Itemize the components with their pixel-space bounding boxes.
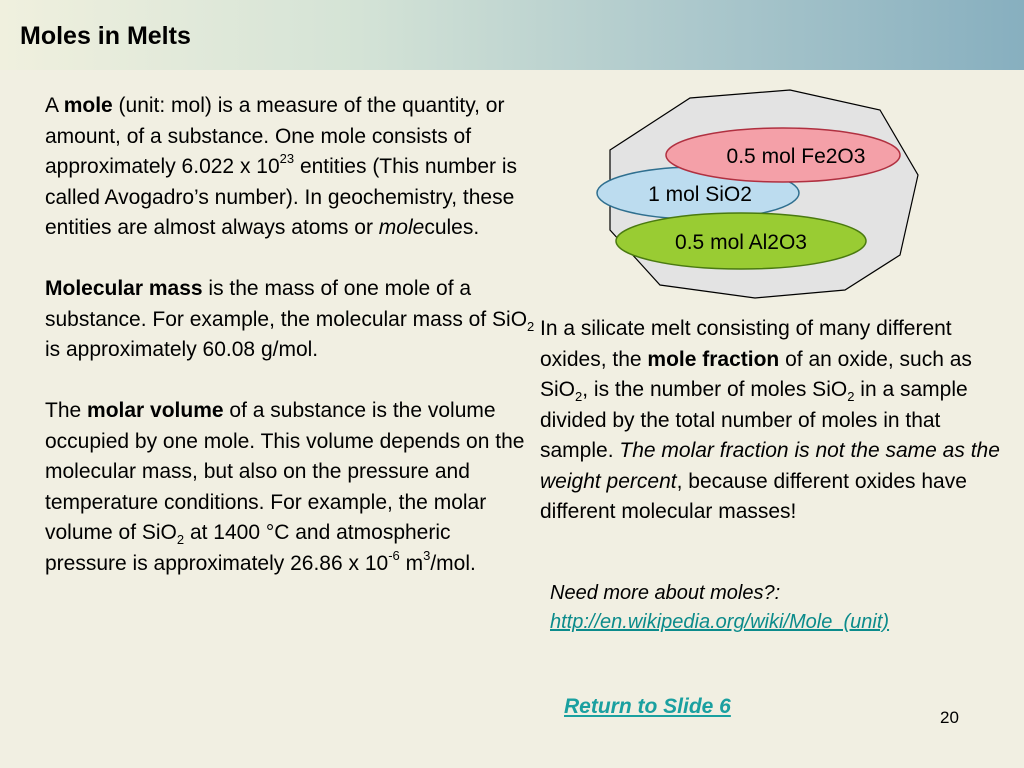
label-sio2: 1 mol SiO2	[648, 183, 752, 206]
more-info	[550, 579, 889, 637]
term-molecular-mass: Molecular mass	[45, 277, 203, 300]
mole-fraction-paragraph: In a silicate melt consisting of many different oxides, the mole fraction of an oxide, such as SiO$_2$, is the number of moles SiO$_2$ in a sample divided by the total number of moles in that sample. The molar fraction is not the same as the weight percent, because different oxides have different molecular masses!	[540, 317, 1000, 523]
term-mole: mole	[63, 94, 113, 117]
mole-definition: A mole (unit: mol) is a measure of the quantity, or amount, of a substance. One mole consists of approximately 6.022 x $10^{23}$ entities (This number is called Avogadro’s number). In geochemistry, these entities are almost always atoms or molecules.	[45, 94, 518, 239]
label-fe2o3: 0.5 mol Fe2O3	[726, 145, 866, 168]
molar-volume-definition: The molar volume of a substance is the volume occupied by one mole. This volume depends on the molecular mass, but also on the pressure and temperature conditions. For example, the molar volume of SiO$_2$ at 1400 °C and atmospheric pressure is approximately 26.86 x $10^{-6}$ $m^3$/mol.	[45, 399, 525, 575]
more-info-question: Need more about moles?:	[550, 582, 781, 604]
label-al2o3: 0.5 mol Al2O3	[675, 231, 807, 254]
page-title: Moles in Melts	[20, 22, 191, 50]
wikipedia-link[interactable]: http://en.wikipedia.org/wiki/Mole_(unit)	[550, 611, 890, 633]
term-mole-fraction: mole fraction	[647, 347, 780, 371]
page-number: 20	[940, 708, 959, 727]
return-to-slide-link[interactable]: Return to Slide 6	[564, 695, 731, 718]
term-molar-volume: molar volume	[87, 399, 224, 422]
molecular-mass-definition: Molecular mass is the mass of one mole of a substance. For example, the molecular mass of SiO$_2$ is approximately 60.08 g/mol.	[45, 277, 535, 361]
